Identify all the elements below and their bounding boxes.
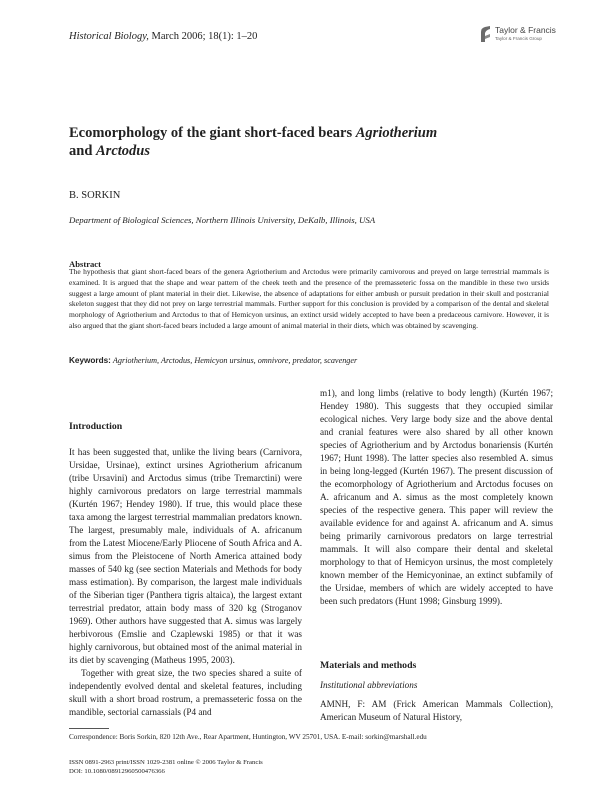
- issn-line: ISSN 0891-2963 print/ISSN 1029-2381 online © 2006 Taylor & Francis: [69, 759, 263, 766]
- methods-subheading: Institutional abbreviations: [320, 680, 418, 690]
- column-right: [320, 387, 553, 608]
- abstract-text: The hypothesis that giant short-faced bears of the genera Agriotherium and Arctodus were primarily carnivorous and preyed on large terrestrial mammals is examined. It is argued that the shape and wear pattern of the cheek teeth and the presence of the premasseteric fossa on the mandible in these two ursids suggest a large amount of plant material in their diet. Likewise, the absence of adaptations for either ambush or pursuit predation in their skull and postcranial skeleton suggest that they did not prey on large terrestrial mammals. Further support for this conclusion is provided by a comparison of the dental and skeletal morphology of Agriotherium and Arctodus to that of Hemicyon ursinus, an extinct ursid widely accepted to have been a predaceous carnivore. However, it is also argued that the giant short-faced bears included a large amount of animal material in their diets, which was obtained by scavenging.: [69, 267, 549, 330]
- correspondence-note: Correspondence: Boris Sorkin, 820 12th Ave., Rear Apartment, Huntington, WV 25701, USA. E-mail: sorkin@marshall.edu: [69, 733, 427, 741]
- keywords-label: Keywords:: [69, 356, 111, 365]
- author-affiliation: Department of Biological Sciences, Northern Illinois University, DeKalb, Illinois, USA: [69, 215, 376, 225]
- publication-info: [69, 758, 263, 777]
- journal-issue: March 2006; 18(1): 1–20: [151, 31, 258, 42]
- introduction-paragraph-1: It has been suggested that, unlike the living bears (Carnivora, Ursidae, Ursinae), extinct ursines Agriotherium africanum (tribe Ursavini) and Arctodus simus (tribe Tremarctini) were highly carnivorous predators on large terrestrial mammals (Kurtén 1967; Hendey 1980). If true, this would place these taxa among the largest terrestrial mammalian predators known. The largest, presumably male, individuals of A. africanum from the Latest Miocene/Early Pliocene of South Africa and A. simus from the Pleistocene of North America attained body masses of 540 kg (see section Materials and Methods for body mass estimation). By comparison, the largest male individuals of the Siberian tiger (Panthera tigris altaica), the largest extant terrestrial predator, attain body mass of 320 kg (Stroganov 1969). Other authors have suggested that A. simus was largely herbivorous (Emslie and Czaplewski 1985) or that it was highly carnivorous, but obtained most of the animal material in its diet by scavenging (Matheus 1995, 2003).: [69, 447, 302, 665]
- publisher-logo-icon: [478, 24, 493, 44]
- journal-name: Historical Biology,: [69, 31, 149, 42]
- publisher-name: Taylor & Francis: [495, 25, 556, 35]
- publisher-tagline: Taylor & Francis Group: [495, 36, 542, 41]
- author-name: B. SORKIN: [69, 190, 121, 201]
- publisher-logo: [478, 24, 558, 52]
- footnote-divider: [69, 728, 109, 729]
- keywords-values: Agriotherium, Arctodus, Hemicyon ursinus, omnivore, predator, scavenger: [112, 356, 358, 365]
- article-title: Ecomorphology of the giant short-faced bears Agriotherium and Arctodus: [69, 125, 438, 159]
- abstract-heading: Abstract: [69, 259, 101, 269]
- introduction-paragraph-2: Together with great size, the two species shared a suite of independently evolved dental and skeletal features, including skull with a short broad rostrum, a premasseteric fossa on the mandible, sectorial carnassials (P4 and: [69, 668, 302, 717]
- doi-line: DOI: 10.1080/08912960500476366: [69, 768, 165, 776]
- journal-citation: [69, 31, 257, 42]
- column-left: [69, 446, 302, 719]
- introduction-paragraph-3: m1), and long limbs (relative to body length) (Kurtén 1967; Hendey 1980). This suggests that they occupied similar ecological niches. Very large body size and the above dental and cranial features were also shared by all other known species of Agriotherium and by Arctodus bonariensis (Kurtén 1967; Hunt 1998). The latter species also resembled A. simus in being long-legged (Kurtén 1967). The present discussion of the ecomorphology of Agriotherium and Arctodus focuses on A. africanum and A. simus as the most completely known species of the respective genera. This paper will review the available evidence for and against A. africanum and A. simus being primarily carnivorous predators on large terrestrial mammals. It will also compare their dental and skeletal morphology to that of Hemicyon ursinus, the most completely known member of the Hemicyoninae, an extinct subfamily of the Ursidae, members of which are widely accepted to have been such predators (Hunt 1998; Ginsburg 1999).: [320, 388, 553, 606]
- keywords: [69, 355, 549, 366]
- introduction-heading: Introduction: [69, 421, 123, 432]
- methods-paragraph-1: AMNH, F: AM (Frick American Mammals Collection), American Museum of Natural History,: [320, 699, 553, 722]
- methods-heading: Materials and methods: [320, 660, 417, 671]
